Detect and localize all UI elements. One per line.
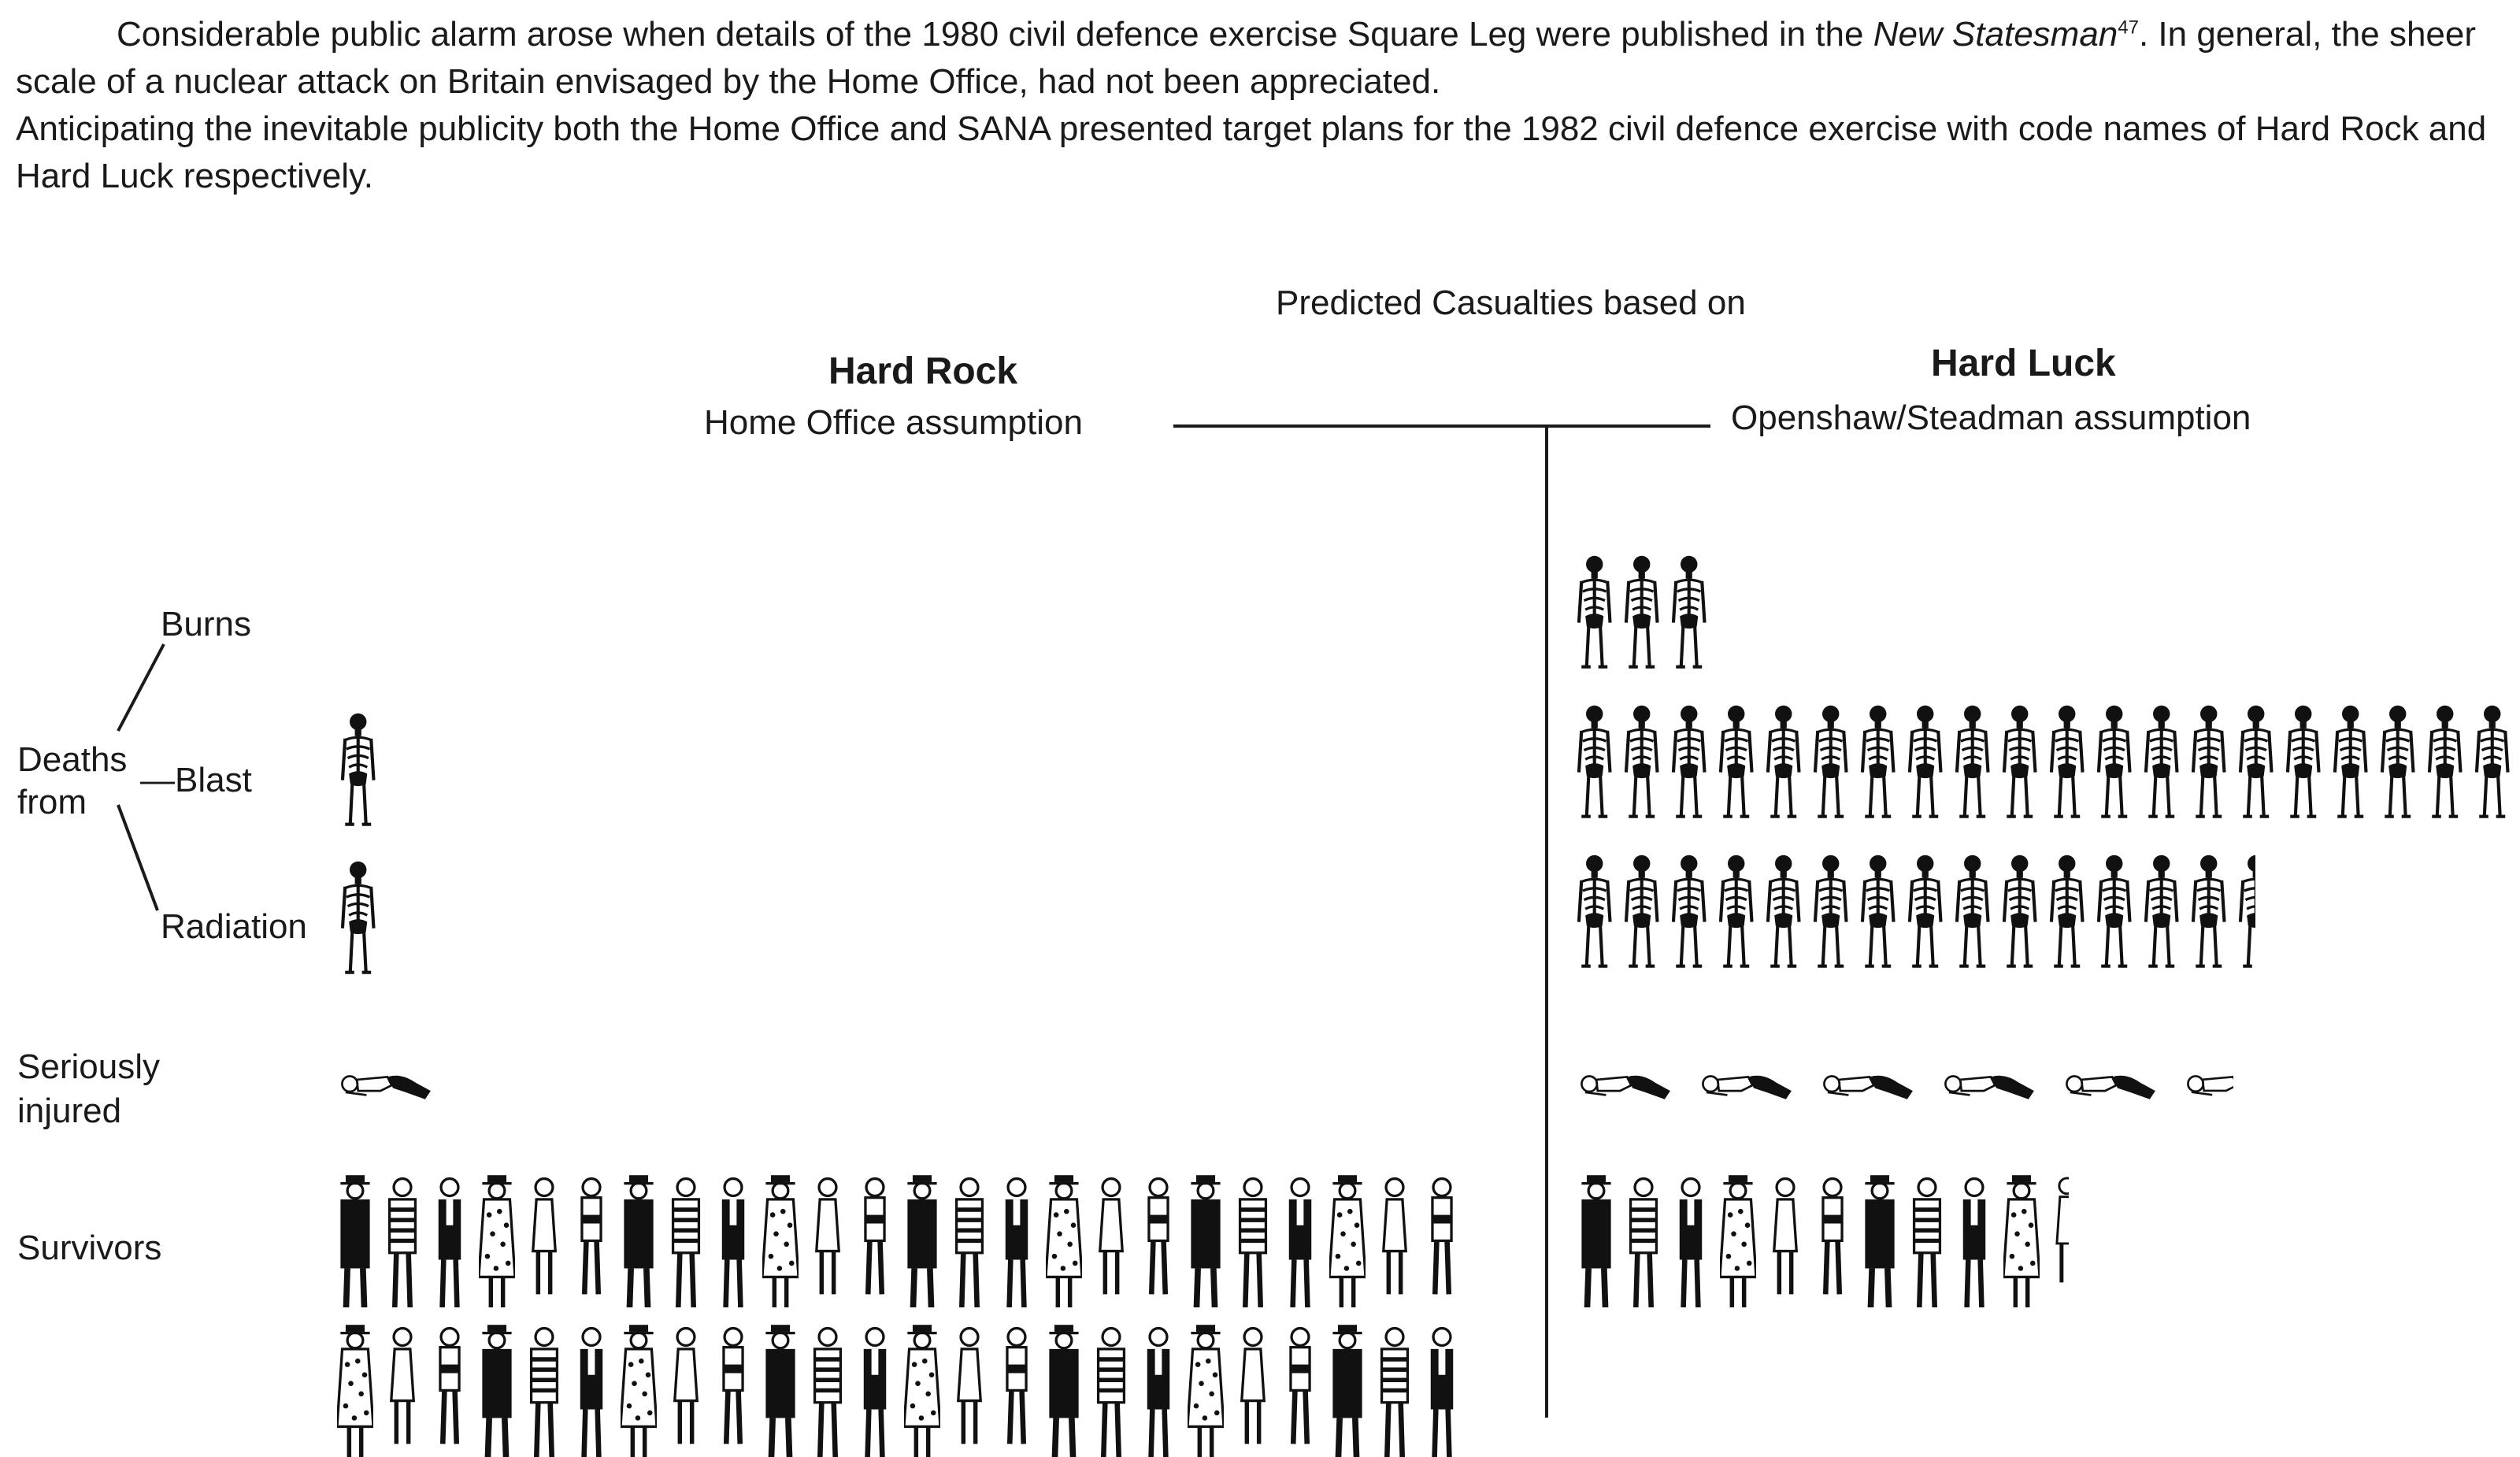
skeleton-icon (2048, 851, 2085, 969)
survivor-person-icon (1424, 1323, 1460, 1457)
survivor-person-icon (1767, 1173, 1803, 1307)
survivor-person-icon (668, 1173, 704, 1307)
label-seriously: Seriously (17, 1047, 160, 1086)
skeleton-icon (2236, 701, 2274, 819)
survivor-person-icon (1625, 1173, 1662, 1307)
hard-rock-survivors-row-2 (337, 1323, 1471, 1457)
injured-person-icon (1578, 1067, 1676, 1102)
survivor-person-icon (1377, 1323, 1413, 1457)
hard-rock-title: Hard Rock (828, 350, 1018, 392)
survivor-person-icon (1235, 1323, 1271, 1457)
skeleton-icon (1953, 701, 1991, 819)
skeleton-icon (1622, 851, 1660, 969)
survivor-person-icon (1140, 1323, 1177, 1457)
skeleton-icon (2473, 701, 2511, 819)
survivor-person-icon (1046, 1323, 1082, 1457)
skeleton-icon (1575, 701, 1613, 819)
label-survivors: Survivors (17, 1229, 162, 1267)
survivor-person-icon (1093, 1173, 1129, 1307)
chart-heading: Predicted Casualties based on (1276, 284, 1746, 322)
survivor-person-icon (1140, 1173, 1177, 1307)
skeleton-icon (1670, 551, 1707, 669)
skeleton-icon (1717, 701, 1755, 819)
skeleton-icon (339, 709, 376, 827)
skeleton-icon (2095, 851, 2133, 969)
survivor-person-icon (1329, 1173, 1366, 1307)
survivor-person-icon (1720, 1173, 1756, 1307)
survivor-person-icon (337, 1173, 373, 1307)
hard-luck-subtitle: Openshaw/Steadman assumption (1731, 399, 2251, 437)
survivor-person-icon (1862, 1173, 1898, 1307)
skeleton-icon (2236, 851, 2255, 969)
skeleton-icon (1906, 851, 1944, 969)
survivor-person-icon (668, 1323, 704, 1457)
survivor-person-icon (857, 1173, 893, 1307)
hard-rock-radiation-row (339, 857, 386, 975)
skeleton-icon (2189, 701, 2227, 819)
survivor-person-icon (1282, 1323, 1318, 1457)
survivor-person-icon (857, 1323, 893, 1457)
survivor-person-icon (762, 1173, 799, 1307)
survivor-person-icon (1377, 1173, 1413, 1307)
hard-rock-blast-row (339, 709, 386, 827)
skeleton-icon (2378, 701, 2416, 819)
survivor-person-icon (810, 1323, 846, 1457)
survivor-person-icon (999, 1323, 1035, 1457)
survivor-person-icon (432, 1173, 468, 1307)
survivor-person-icon (904, 1323, 940, 1457)
survivor-person-icon (479, 1323, 515, 1457)
skeleton-icon (1858, 851, 1896, 969)
survivor-person-icon (1188, 1323, 1224, 1457)
survivor-person-icon (1093, 1323, 1129, 1457)
survivor-person-icon (1909, 1173, 1945, 1307)
survivor-person-icon (1673, 1173, 1709, 1307)
hard-luck-radiation-row (1575, 851, 2265, 969)
survivor-person-icon (715, 1323, 751, 1457)
skeleton-icon (2000, 851, 2038, 969)
hard-luck-survivors-row (1578, 1173, 2080, 1307)
injured-person-icon (1942, 1067, 2040, 1102)
skeleton-icon (1858, 701, 1896, 819)
label-burns: Burns (161, 605, 251, 643)
skeleton-icon (2142, 851, 2180, 969)
skeleton-icon (1622, 551, 1660, 669)
skeleton-icon (2284, 701, 2322, 819)
survivor-person-icon (1329, 1323, 1366, 1457)
survivor-person-icon (337, 1323, 373, 1457)
injured-person-icon (1821, 1067, 1918, 1102)
skeleton-icon (1953, 851, 1991, 969)
survivor-person-icon (904, 1173, 940, 1307)
survivor-person-icon (1188, 1173, 1224, 1307)
survivor-person-icon (1282, 1173, 1318, 1307)
hard-luck-blast-row (1575, 701, 2520, 819)
skeleton-icon (1811, 851, 1849, 969)
survivor-person-icon (951, 1173, 988, 1307)
label-deaths: Deaths (17, 740, 128, 779)
skeleton-icon (2142, 701, 2180, 819)
survivor-person-icon (479, 1173, 515, 1307)
skeleton-icon (1670, 701, 1707, 819)
label-from: from (17, 783, 87, 821)
skeleton-icon (1906, 701, 1944, 819)
skeleton-icon (1811, 701, 1849, 819)
skeleton-icon (1670, 851, 1707, 969)
survivor-person-icon (999, 1173, 1035, 1307)
survivor-person-icon (573, 1323, 610, 1457)
label-radiation: Radiation (161, 907, 307, 946)
survivor-person-icon (526, 1173, 562, 1307)
survivor-person-icon (715, 1173, 751, 1307)
skeleton-icon (1717, 851, 1755, 969)
label-blast: —Blast (140, 761, 252, 799)
label-injured: injured (17, 1092, 122, 1130)
intro-paragraph-1: Considerable public alarm arose when details of the 1980 civil defence exercise Square Leg were published in the New Statesman$^{47}$. In general, the sheer scale of a nuclear attack on Britain envisaged by the Home Office, had not been appreciated. (16, 15, 2477, 101)
skeleton-icon (1764, 701, 1802, 819)
survivor-person-icon (1424, 1173, 1460, 1307)
injured-person-icon (339, 1067, 436, 1102)
hard-rock-subtitle: Home Office assumption (704, 403, 1083, 442)
survivor-person-icon (621, 1323, 657, 1457)
survivor-person-icon (621, 1173, 657, 1307)
survivor-person-icon (1235, 1173, 1271, 1307)
injured-person-icon (1699, 1067, 1797, 1102)
intro-paragraph-2: Anticipating the inevitable publicity both the Home Office and SANA presented target plans for the 1982 civil defence exercise with code names of Hard Rock and Hard Luck respectively. (16, 109, 2487, 195)
injured-person-icon (2185, 1067, 2233, 1102)
survivor-person-icon (762, 1323, 799, 1457)
skeleton-icon (2189, 851, 2227, 969)
survivor-person-icon (432, 1323, 468, 1457)
survivor-person-icon (2051, 1173, 2069, 1307)
skeleton-icon (2048, 701, 2085, 819)
survivor-person-icon (1814, 1173, 1851, 1307)
survivor-person-icon (951, 1323, 988, 1457)
skeleton-icon (1575, 551, 1613, 669)
survivor-person-icon (526, 1323, 562, 1457)
hard-luck-burns-row (1575, 551, 1717, 669)
hard-rock-injured-row (339, 1067, 460, 1102)
survivor-person-icon (1956, 1173, 1992, 1307)
survivor-person-icon (1046, 1173, 1082, 1307)
hard-rock-survivors-row-1 (337, 1173, 1471, 1307)
bracket-line-radiation (118, 805, 158, 910)
skeleton-icon (1575, 851, 1613, 969)
hard-luck-title: Hard Luck (1931, 343, 2116, 384)
survivor-person-icon (810, 1173, 846, 1307)
skeleton-icon (1622, 701, 1660, 819)
skeleton-icon (2426, 701, 2463, 819)
skeleton-icon (2331, 701, 2369, 819)
injured-person-icon (2063, 1067, 2161, 1102)
survivor-person-icon (384, 1173, 421, 1307)
skeleton-icon (1764, 851, 1802, 969)
survivor-person-icon (1578, 1173, 1614, 1307)
hard-luck-injured-row (1578, 1067, 2257, 1102)
survivor-person-icon (573, 1173, 610, 1307)
skeleton-icon (2095, 701, 2133, 819)
skeleton-icon (2000, 701, 2038, 819)
survivor-person-icon (384, 1323, 421, 1457)
bracket-line-burns (118, 644, 164, 731)
survivor-person-icon (2003, 1173, 2040, 1307)
skeleton-icon (339, 857, 376, 975)
